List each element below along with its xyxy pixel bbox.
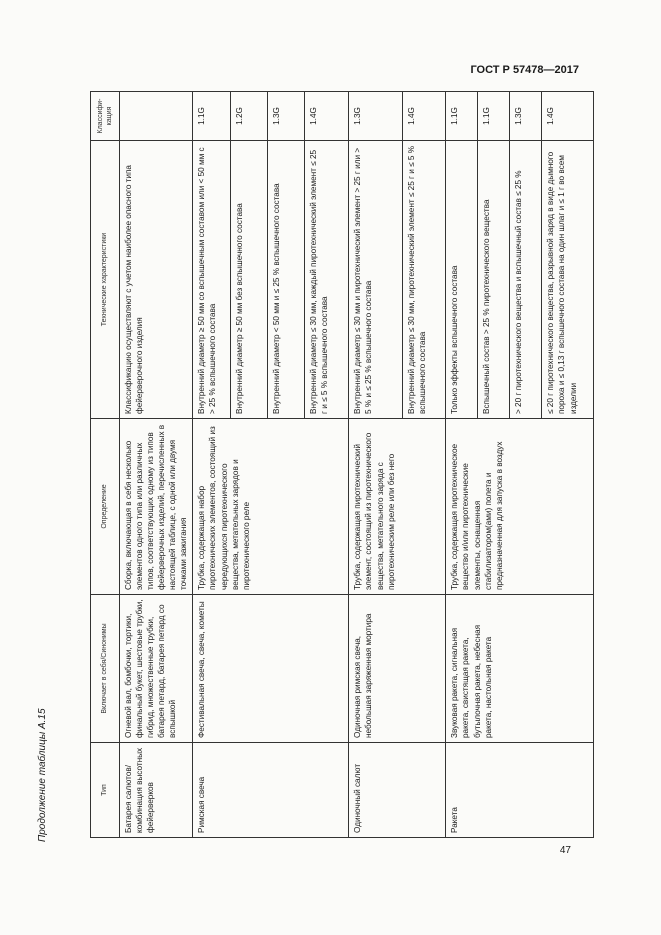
header-characteristics: Технические характеристики [91, 141, 120, 419]
cell-definition: Сборка, включающая в себя несколько элементов одного типа или различных типов, соответствующих одному из типов фейерверочных изделий, перечисленных в настоящей таблице, с одной или двумя точками зажигания [120, 419, 193, 595]
table-header-row [91, 92, 120, 838]
cell-classification: 1.3G [510, 92, 542, 141]
cell-characteristics: Вспышечный состав > 25 % пиротехнического вещества [478, 141, 510, 419]
cell-characteristics: Внутренний диаметр ≤ 30 мм, каждый пиротехнический элемент ≤ 25 г и ≤ 5 % вспышечного состава [305, 141, 349, 419]
cell-type: Одиночный салют [349, 743, 446, 838]
header-definition: Определение [91, 419, 120, 595]
cell-classification: 1.4G [403, 92, 446, 141]
cell-type: Римская свеча [193, 743, 349, 838]
header-classification: Классифи-кация [91, 92, 120, 141]
cell-definition: Трубка, содержащая пиротехническое вещество и/или пиротехнические элементы, оснащенная стабилизатором(ами) полета и предназначенная для запуска в воздух [446, 419, 594, 595]
table-caption: Продолжение таблицы А.15 [37, 708, 48, 842]
classification-table [90, 91, 594, 838]
cell-classification: 1.1G [478, 92, 510, 141]
cell-characteristics: Внутренний диаметр ≥ 50 мм без вспышечного состава [231, 141, 268, 419]
cell-characteristics: Классификацию осуществляют с учетом наиболее опасного типа фейерверочного изделия [120, 141, 193, 419]
header-type: Тип [91, 743, 120, 838]
table-row [349, 92, 403, 838]
cell-classification: 1.1G [193, 92, 231, 141]
cell-classification [120, 92, 193, 141]
cell-classification: 1.3G [268, 92, 305, 141]
document-code: ГОСТ Р 57478—2017 [470, 64, 579, 76]
cell-characteristics: Только эффекты вспышечного состава [446, 141, 478, 419]
rotated-table-container [90, 92, 578, 838]
cell-includes: Одиночная римская свеча, небольшая заряженная мортира [349, 595, 446, 743]
cell-characteristics: Внутренний диаметр ≤ 30 мм, пиротехнический элемент ≤ 25 г и ≤ 5 % вспышечного состава [403, 141, 446, 419]
table-row [120, 92, 193, 838]
cell-includes: Фестивальная свеча, свеча, кометы [193, 595, 349, 743]
cell-classification: 1.4G [305, 92, 349, 141]
cell-definition: Трубка, содержащая пиротехнический элемент, состоящий из пиротехнического вещества, метательного заряда с пиротехническим реле или без него [349, 419, 446, 595]
cell-characteristics: ≤ 20 г пиротехнического вещества, разрывной заряд в виде дымного пороха и ≤ 0,13 г вспышечного состава на один шлаг и ≤ 1 г во всем изделии [542, 141, 594, 419]
cell-characteristics: Внутренний диаметр < 50 мм и ≤ 25 % вспышечного состава [268, 141, 305, 419]
cell-includes: Огневой вал, бомбочки, тортики, финальный букет, шестовые трубки, гибрид, множественные трубки, батарея петард, батарея петард со вспышкой [120, 595, 193, 743]
cell-characteristics: Внутренний диаметр ≥ 50 мм со вспышечным составом или < 50 мм с > 25 % вспышечного состава [193, 141, 231, 419]
table-row [446, 92, 478, 838]
cell-classification: 1.3G [349, 92, 403, 141]
cell-type: Батарея салютов/ комбинация высотных фейерверков [120, 743, 193, 838]
header-includes: Включает в себя/Синонимы [91, 595, 120, 743]
cell-includes: Звуковая ракета, сигнальная ракета, свистящая ракета, бутылочная ракета, небесная ракета, настольная ракета [446, 595, 594, 743]
cell-type: Ракета [446, 743, 594, 838]
cell-characteristics: Внутренний диаметр ≤ 30 мм и пиротехнический элемент > 25 г или > 5 % и ≤ 25 % вспышечного состава [349, 141, 403, 419]
cell-characteristics: > 20 г пиротехнического вещества и вспышечный состав ≤ 25 % [510, 141, 542, 419]
page-number: 47 [559, 845, 571, 856]
cell-definition: Трубка, содержащая набор пиротехнических элементов, состоящий из чередующихся пиротехнического вещества, метательных зарядов и пиротехнического реле [193, 419, 349, 595]
cell-classification: 1.4G [542, 92, 594, 141]
cell-classification: 1.2G [231, 92, 268, 141]
cell-classification: 1.1G [446, 92, 478, 141]
table-row [193, 92, 231, 838]
